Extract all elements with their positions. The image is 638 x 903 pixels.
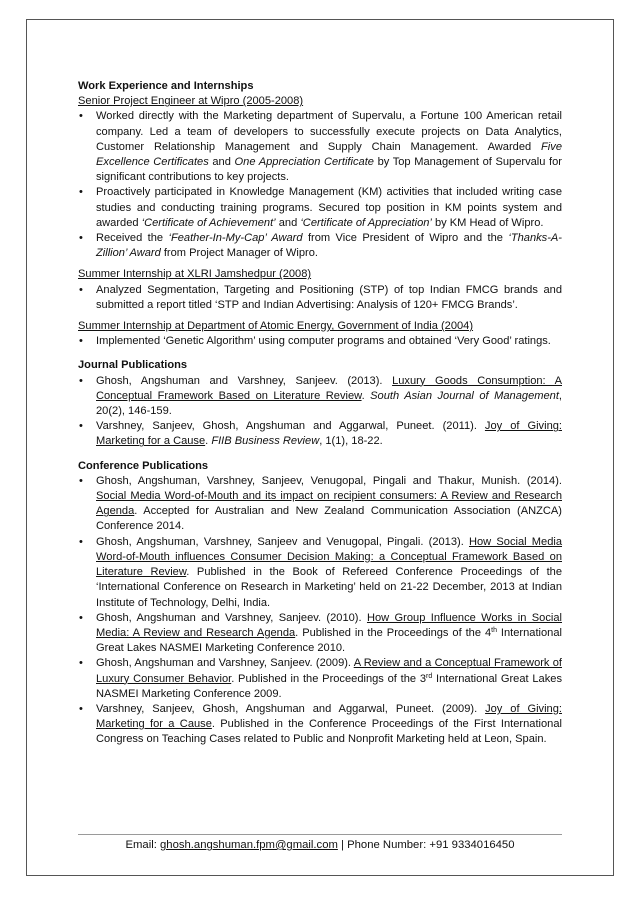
list-item: • Ghosh, Angshuman, Varshney, Sanjeev, Venugopal, Pingali and Thakur, Munish. (2014). Social Media Word-of-Mouth and its impact on recipient consumers: A Review and Research Agenda. Accepted for Australian and New Zealand Communication Association (ANZCA) Conference 2014. bbox=[78, 474, 562, 535]
section-title-conference-publications: Conference Publications bbox=[78, 459, 209, 472]
publication-link[interactable]: How Group Influence Works in Social Media: A Review and Research Agenda bbox=[96, 611, 562, 639]
publication-link[interactable]: A Review and a Conceptual Framework of Luxury Consumer Behavior bbox=[96, 657, 562, 685]
list-item: • Varshney, Sanjeev, Ghosh, Angshuman and Aggarwal, Puneet. (2009). Joy of Giving: Marketing for a Cause. Published in the Conference Proceedings of the First International Congress on Teaching Cases related to Public and Nonprofit Marketing held at Leon, Spain. bbox=[78, 702, 562, 748]
publication-link[interactable]: Luxury Goods Consumption: A Conceptual Framework Based on Literature Review bbox=[96, 374, 562, 402]
resume-page-content bbox=[78, 79, 562, 748]
journal-list bbox=[78, 374, 562, 450]
list-item: • Received the ‘Feather-In-My-Cap’ Award from Vice President of Wipro and the ‘Thanks-A-Zillion’ Award from Project Manager of Wipro. bbox=[78, 231, 562, 261]
job-title-xlri: Summer Internship at XLRI Jamshedpur (2008) bbox=[78, 268, 312, 281]
phone-number: | Phone Number: +91 9334016450 bbox=[337, 839, 515, 851]
list-item: • Varshney, Sanjeev, Ghosh, Angshuman and Aggarwal, Puneet. (2011). Joy of Giving: Marketing for a Cause. FIIB Business Review, 1(1), 18-22. bbox=[78, 419, 562, 449]
list-item: • Proactively participated in Knowledge Management (KM) activities that included writing case studies and conducting training programs. Secured top position in KM points system and awarded ‘Certificate of Achievement’ and ‘Certificate of Appreciation’ by KM Head of Wipro. bbox=[78, 185, 562, 231]
publication-link[interactable]: Joy of Giving: Marketing for a Cause bbox=[96, 702, 562, 731]
conference-list bbox=[78, 474, 562, 748]
section-title-work-experience: Work Experience and Internships bbox=[78, 80, 254, 92]
section-title-journal-publications: Journal Publications bbox=[78, 359, 188, 372]
footer-divider bbox=[78, 834, 562, 835]
list-item: • Analyzed Segmentation, Targeting and Positioning (STP) of top Indian FMCG brands and submitted a report titled ‘STP and Indian Advertising: Analysis of 120+ FMCG Brands’. bbox=[78, 283, 562, 313]
publication-link[interactable]: Social Media Word-of-Mouth and its impact on recipient consumers: A Review and Research Agenda bbox=[96, 490, 562, 518]
publication-link[interactable]: How Social Media Word-of-Mouth influences Consumer Decision Making: a Conceptual Framework Based on Literature Review bbox=[96, 535, 563, 579]
job-title-wipro: Senior Project Engineer at Wipro (2005-2008) bbox=[78, 95, 304, 108]
list-item: • Ghosh, Angshuman, Varshney, Sanjeev and Venugopal, Pingali. (2013). How Social Media Word-of-Mouth influences Consumer Decision Making: a Conceptual Framework Based on Literature Review. Published in the Book of Refereed Conference Proceedings of the ‘International Conference on Research in Marketing’ held on 21-22 December, 2013 at Indian Institute of Technology, Delhi, India. bbox=[78, 535, 562, 611]
wipro-bullet-list bbox=[78, 109, 562, 261]
email-link[interactable]: ghosh.angshuman.fpm@gmail.com bbox=[160, 839, 338, 851]
list-item: • Implemented ‘Genetic Algorithm’ using computer programs and obtained ‘Very Good’ ratings. bbox=[78, 334, 562, 349]
list-item: • Ghosh, Angshuman and Varshney, Sanjeev. (2009). A Review and a Conceptual Framework of Luxury Consumer Behavior. Published in the Proceedings of the 3rd International Great Lakes NASMEI Marketing Conference 2009. bbox=[78, 656, 562, 702]
xlri-bullet-list bbox=[78, 283, 562, 313]
footer-contact: Email: ghosh.angshuman.fpm@gmail.com | Phone Number: +91 9334016450 bbox=[125, 839, 515, 851]
list-item: • Ghosh, Angshuman and Varshney, Sanjeev. (2013). Luxury Goods Consumption: A Conceptual Framework Based on Literature Review. South Asian Journal of Management, 20(2), 146-159. bbox=[78, 374, 562, 420]
list-item: • Worked directly with the Marketing department of Supervalu, a Fortune 100 American retail company. Led a team of developers to successfully execute projects on Data Analytics, Customer Relationship Management and Supply Chain Management. Awarded Five Excellence Certificates and One Appreciation Certificate by Top Management of Supervalu for significant contributions to key projects. bbox=[78, 109, 562, 185]
job-title-atomic-energy: Summer Internship at Department of Atomic Energy, Government of India (2004) bbox=[78, 320, 474, 333]
publication-link[interactable]: Joy of Giving: Marketing for a Cause bbox=[96, 420, 562, 448]
atomic-energy-bullet-list bbox=[78, 334, 562, 349]
list-item: • Ghosh, Angshuman and Varshney, Sanjeev. (2010). How Group Influence Works in Social Media: A Review and Research Agenda. Published in the Proceedings of the 4th International Great Lakes NASMEI Marketing Conference 2010. bbox=[78, 611, 562, 657]
